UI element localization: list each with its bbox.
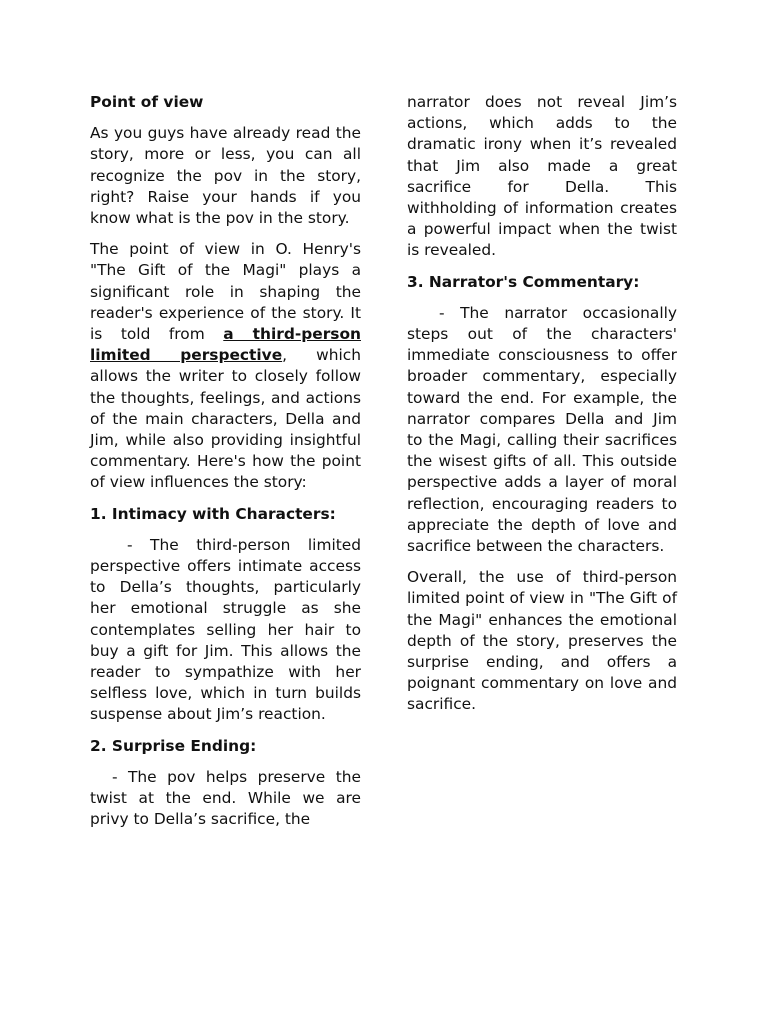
section-intimacy-text: - The third-person limited perspective offers intimate access to Della’s thoughts, particularly her emotional struggle as she contemplates selling her hair to buy a gift for Jim. This allows the reader to sympathize with her selfless love, which in turn builds suspense about Jim’s reaction.	[90, 535, 361, 724]
right-column	[407, 92, 677, 726]
section-narrator-text: - The narrator occasionally steps out of the characters' immediate consciousness to offer broader commentary, especially toward the end. For example, the narrator compares Della and Jim to the Magi, calling their sacrifices the wisest gifts of all. This outside perspective adds a layer of moral reflection, encouraging readers to appreciate the depth of love and sacrifice between the characters.	[407, 303, 677, 556]
overview-emphasis: a third-person limited perspective	[90, 325, 361, 365]
section-heading-intimacy: 1. Intimacy with Characters:	[90, 504, 336, 523]
conclusion-paragraph: Overall, the use of third-person limited point of view in "The Gift of the Magi" enhances the emotional depth of the story, preserves the surprise ending, and offers a poignant commentary on love and sacrifice.	[407, 568, 677, 714]
section-heading-narrator-commentary: 3. Narrator's Commentary:	[407, 272, 640, 291]
intro-paragraph: As you guys have already read the story, more or less, you can all recognize the pov in the story, right? Raise your hands if you know what is the pov in the story.	[90, 124, 361, 228]
left-column	[90, 92, 361, 841]
section-heading-point-of-view: Point of view	[90, 93, 204, 111]
overview-paragraph	[90, 239, 361, 493]
section-heading-surprise-ending: 2. Surprise Ending:	[90, 736, 257, 755]
section-surprise-text-end: narrator does not reveal Jim’s actions, which adds to the dramatic irony when it’s revealed that Jim also made a great sacrifice for Della. This withholding of information creates a powerful impact when the twist is revealed.	[407, 93, 677, 260]
section-surprise-text-start: - The pov helps preserve the twist at the end. While we are privy to Della’s sacrifice, the	[90, 767, 361, 829]
overview-text-end: , which allows the writer to closely follow the thoughts, feelings, and actions of the main characters, Della and Jim, while also providing insightful commentary. Here's how the point of view influences the story:	[90, 346, 362, 492]
overview-text-start: The point of view in O. Henry's "The Gift of the Magi" plays a significant role in shaping the reader's experience of the story. It is told from	[90, 240, 361, 344]
